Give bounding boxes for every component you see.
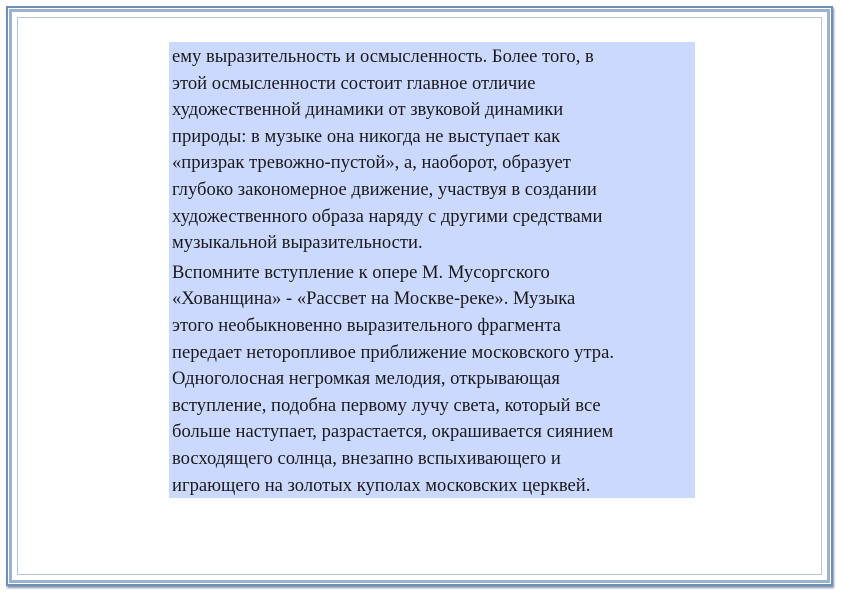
text-line: «Хованщина» - «Рассвет на Москве-реке». Музыка <box>172 288 576 310</box>
text-line: Вспомните вступление к опере М. Мусоргского <box>172 261 550 283</box>
paragraph-1 <box>172 44 692 257</box>
text-block <box>169 42 695 498</box>
text-line: «призрак тревожно-пустой», а, наоборот, образует <box>172 152 571 174</box>
paragraph-2 <box>172 260 692 499</box>
text-line: этого необыкновенно выразительного фрагмента <box>172 314 561 336</box>
text-line: глубоко закономерное движение, участвуя в создании <box>172 178 597 200</box>
text-line: этой осмысленности состоит главное отличие <box>172 72 536 94</box>
text-line: вступление, подобна первому лучу света, который все <box>172 394 601 416</box>
text-line: ему выразительность и осмысленность. Более того, в <box>172 46 594 67</box>
text-line: передает неторопливое приближение московского утра. <box>172 341 614 363</box>
text-line: музыкальной выразительности. <box>172 232 423 254</box>
text-line: восходящего солнца, внезапно вспыхивающего и <box>172 447 561 469</box>
text-line: больше наступает, разрастается, окрашивается сиянием <box>172 421 614 443</box>
text-line: Одноголосная негромкая мелодия, открывающая <box>172 368 560 390</box>
text-line: художественной динамики от звуковой динамики <box>172 99 564 121</box>
text-line: художественного образа наряду с другими средствами <box>172 205 603 227</box>
text-line: природы: в музыке она никогда не выступает как <box>172 125 561 147</box>
text-line: играющего на золотых куполах московских церквей. <box>172 474 591 496</box>
